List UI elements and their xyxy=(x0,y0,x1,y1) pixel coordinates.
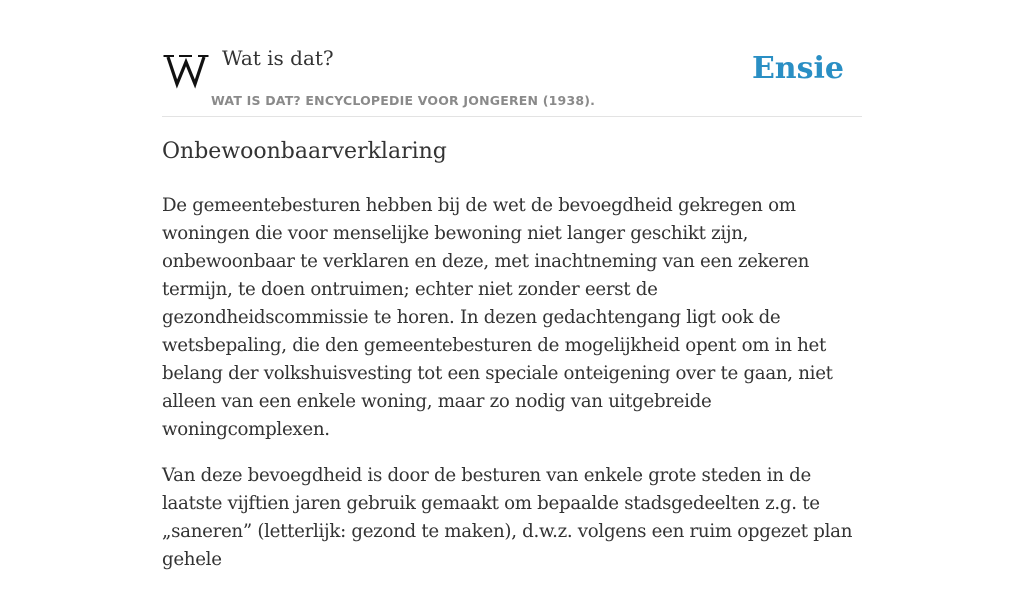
article-paragraph: Van deze bevoegdheid is door de besturen van enkele grote steden in de laatste vijftien jaren gebruik gemaakt om bepaalde stadsgedeelten z.g. te „saneren” (letterlijk: gezond te maken), d.w.z. volgens een ruim opgezet plan gehele xyxy=(162,465,853,570)
header xyxy=(162,40,862,117)
article-title: Onbewoonbaarverklaring xyxy=(162,139,447,164)
article-body xyxy=(162,192,862,592)
wikipedia-w-icon[interactable] xyxy=(164,50,208,90)
source-subtitle: WAT IS DAT? ENCYCLOPEDIE VOOR JONGEREN (1938). xyxy=(211,93,596,108)
source-title[interactable]: Wat is dat? xyxy=(222,46,334,70)
article-paragraph: De gemeentebesturen hebben bij de wet de bevoegdheid gekregen om woningen die voor menselijke bewoning niet langer geschikt zijn, onbewoonbaar te verklaren en deze, met inachtneming van een zekeren termijn, te doen ontruimen; echter niet zonder eerst de gezondheidscommissie te horen. In dezen gedachtengang ligt ook de wetsbepaling, die den gemeentebesturen de mogelijkheid opent om in het belang der volkshuisvesting tot een speciale onteigening over te gaan, niet alleen van een enkele woning, maar zo nodig van uitgebreide woningcomplexen. xyxy=(162,195,833,440)
brand-logo[interactable]: Ensie xyxy=(751,51,844,86)
